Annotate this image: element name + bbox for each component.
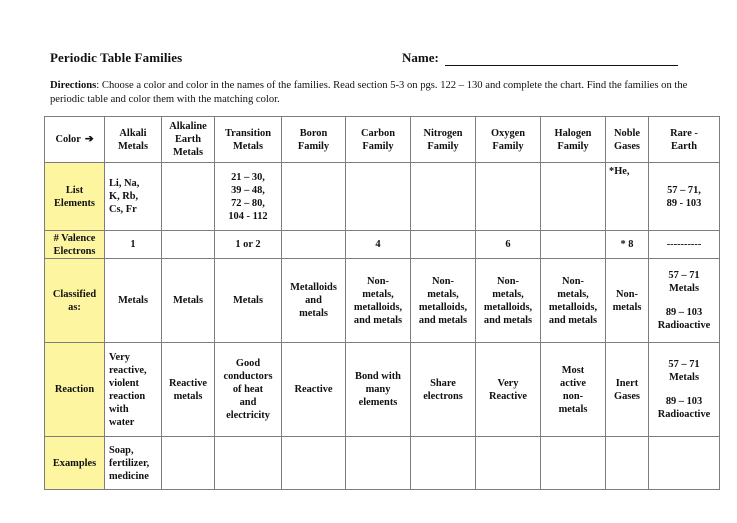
directions: [50, 79, 710, 106]
cell-line: Metals: [232, 295, 263, 306]
table-cell[interactable]: [346, 259, 411, 343]
cell-line: Non-: [367, 275, 389, 287]
cell-line: # Valence: [53, 232, 96, 244]
cell-line: 89 – 103: [665, 396, 703, 407]
cell-line: Li, Na,: [109, 178, 140, 189]
cell-line: Non-: [616, 288, 638, 300]
cell-line: fertilizer,: [109, 457, 150, 469]
table-cell[interactable]: [215, 343, 282, 437]
cell-line: Radioactive: [657, 409, 711, 420]
table-cell[interactable]: 1 or 2: [215, 231, 282, 259]
cell-line: Most: [561, 364, 585, 376]
cell-line: 72 – 80,: [231, 197, 265, 209]
column-header: [411, 117, 476, 163]
cell-line: metals: [558, 403, 588, 415]
cell-line: reactive,: [109, 364, 147, 376]
cell-line: 89 – 103: [665, 307, 703, 318]
table-cell[interactable]: [282, 163, 346, 231]
cell-line: violent: [109, 377, 140, 389]
cell-line: Non-: [562, 275, 584, 287]
cell-line: electricity: [226, 410, 270, 421]
column-header: [282, 117, 346, 163]
right-arrow-icon: ➔: [84, 134, 94, 145]
cell-line: Elements: [54, 197, 95, 209]
cell-line: Metals: [668, 283, 699, 294]
column-header: [215, 117, 282, 163]
cell-line: Family: [362, 140, 394, 152]
cell-line: metals: [299, 308, 328, 319]
table-cell[interactable]: [541, 343, 606, 437]
table-cell[interactable]: [105, 259, 162, 343]
cell-line: Family: [492, 140, 524, 152]
cell-line: reaction: [109, 390, 146, 402]
cell-line: Carbon: [360, 127, 396, 139]
table-cell[interactable]: [105, 437, 162, 490]
classified-row: [45, 259, 720, 343]
cell-line: metals,: [362, 288, 394, 300]
cell-line: Alkaline: [169, 121, 207, 132]
cell-line: Metals: [117, 140, 148, 152]
table-cell[interactable]: [606, 437, 649, 490]
table-cell[interactable]: [162, 259, 215, 343]
cell-line: 57 – 71,: [667, 184, 701, 196]
cell-line: Earth: [175, 134, 201, 145]
table-cell[interactable]: [346, 437, 411, 490]
name-blank-line[interactable]: [445, 51, 678, 66]
table-cell[interactable]: [649, 259, 720, 343]
cell-line: Radioactive: [657, 320, 711, 331]
cell-line: Family: [427, 140, 459, 152]
table-cell[interactable]: [105, 343, 162, 437]
cell-line: Gases: [614, 140, 640, 152]
cell-line: Transition: [225, 127, 271, 139]
column-header: [606, 117, 649, 163]
cell-line: metals,: [492, 288, 524, 300]
table-cell[interactable]: [476, 343, 541, 437]
cell-line: Bond with: [355, 371, 401, 382]
table-cell[interactable]: [411, 163, 476, 231]
cell-line: Reactive: [168, 377, 208, 389]
table-cell[interactable]: [215, 163, 282, 231]
cell-line: Non-: [432, 275, 454, 287]
cell-line: Boron: [299, 127, 328, 139]
table-cell[interactable]: [649, 437, 720, 490]
cell-line: active: [560, 377, 586, 389]
cell-line: conductors: [223, 371, 273, 382]
table-cell[interactable]: 6: [476, 231, 541, 259]
cell-line: Good: [235, 358, 261, 369]
column-header: [105, 117, 162, 163]
cell-line: List: [65, 184, 84, 196]
cell-line: Very: [497, 377, 519, 389]
table-cell[interactable]: [162, 437, 215, 490]
table-cell[interactable]: ----------: [649, 231, 720, 259]
name-label: Name:: [402, 50, 439, 65]
cell-line: Cs, Fr: [109, 204, 137, 215]
cell-line: Reactive: [488, 390, 528, 402]
table-cell[interactable]: [411, 259, 476, 343]
table-cell[interactable]: [215, 259, 282, 343]
table-cell[interactable]: [411, 437, 476, 490]
cell-line: Inert: [615, 377, 639, 389]
cell-line: with: [109, 403, 129, 415]
cell-line: Halogen: [554, 127, 592, 139]
cell-line: elements: [358, 397, 398, 408]
table-cell[interactable]: [476, 163, 541, 231]
cell-line: and metals: [353, 314, 403, 326]
table-cell[interactable]: [215, 437, 282, 490]
table-cell[interactable]: [411, 231, 476, 259]
table-cell[interactable]: [476, 259, 541, 343]
cell-line: Metals: [172, 147, 203, 158]
cell-line: Nitrogen: [423, 127, 463, 139]
valence-row: [45, 231, 720, 259]
table-cell[interactable]: [346, 343, 411, 437]
table-cell[interactable]: [541, 163, 606, 231]
cell-line: Gases: [614, 390, 640, 402]
column-header: [476, 117, 541, 163]
cell-line: Family: [297, 140, 330, 152]
cell-line: and: [239, 397, 257, 408]
cell-line: Reaction: [54, 384, 95, 395]
valence-electrons-label: [45, 231, 105, 259]
cell-line: water: [109, 416, 135, 428]
table-cell[interactable]: [606, 259, 649, 343]
table-cell[interactable]: [346, 163, 411, 231]
reaction-label: [45, 343, 105, 437]
cell-line: Non-: [497, 275, 519, 287]
cell-line: and metals: [548, 314, 598, 326]
cell-line: Share: [430, 377, 456, 389]
cell-line: [651, 295, 717, 306]
table-cell[interactable]: [282, 231, 346, 259]
cell-line: Oxygen: [490, 127, 526, 139]
list-elements-label: [45, 163, 105, 231]
cell-line: metalloids,: [353, 301, 403, 313]
cell-line: metals: [612, 301, 642, 313]
table-cell[interactable]: [282, 343, 346, 437]
table-cell[interactable]: 1: [105, 231, 162, 259]
cell-line: medicine: [109, 470, 149, 482]
table-cell[interactable]: [541, 259, 606, 343]
table-cell[interactable]: [282, 259, 346, 343]
table-cell[interactable]: [476, 437, 541, 490]
cell-line: Alkali: [119, 127, 147, 139]
cell-line: metals,: [557, 288, 589, 300]
cell-line: metalloids,: [483, 301, 533, 313]
classified-as-label: [45, 259, 105, 343]
cell-line: Reactive: [294, 384, 333, 395]
cell-line: Metals: [172, 295, 203, 306]
cell-line: Family: [557, 140, 589, 152]
cell-line: metals,: [427, 288, 459, 300]
cell-line: as:: [68, 301, 81, 313]
cell-line: Examples: [52, 457, 97, 469]
name-field: [402, 50, 678, 66]
cell-line: many: [365, 384, 391, 395]
color-label: Color: [55, 134, 81, 145]
column-header: [346, 117, 411, 163]
table-cell[interactable]: [162, 231, 215, 259]
cell-line: non-: [562, 390, 584, 402]
table-cell[interactable]: [105, 163, 162, 231]
cell-line: metals: [173, 390, 203, 402]
cell-line: 57 – 71: [668, 270, 700, 281]
directions-label: Directions: [50, 80, 97, 91]
cell-line: metalloids,: [548, 301, 598, 313]
cell-line: electrons: [423, 390, 463, 402]
examples-label: [45, 437, 105, 490]
column-header: [162, 117, 215, 163]
reaction-row: [45, 343, 720, 437]
cell-line: Metals: [668, 372, 699, 383]
table-cell[interactable]: [541, 231, 606, 259]
column-header: [541, 117, 606, 163]
cell-line: of heat: [232, 384, 264, 395]
cell-line: and metals: [483, 314, 533, 326]
cell-line: Metals: [117, 295, 148, 306]
table-cell[interactable]: [541, 437, 606, 490]
cell-line: 39 – 48,: [231, 184, 265, 196]
cell-line: Metalloids: [290, 282, 337, 293]
cell-line: metalloids,: [418, 301, 468, 313]
cell-line: and: [305, 295, 322, 306]
cell-line: Electrons: [53, 245, 96, 257]
table-cell[interactable]: [162, 343, 215, 437]
cell-line: Classified: [52, 288, 97, 300]
table-cell[interactable]: [649, 343, 720, 437]
table-cell[interactable]: [649, 163, 720, 231]
header-row: [45, 117, 720, 163]
families-table: [44, 116, 720, 490]
cell-line: 104 - 112: [228, 210, 268, 222]
cell-line: and metals: [418, 314, 468, 326]
cell-line: Noble: [614, 127, 640, 139]
table-cell[interactable]: * 8: [606, 231, 649, 259]
table-cell[interactable]: [162, 163, 215, 231]
cell-line: Rare -: [670, 127, 698, 139]
page-title: Periodic Table Families: [50, 50, 183, 65]
cell-line: *He,: [609, 166, 630, 177]
cell-line: K, Rb,: [109, 191, 139, 202]
cell-line: 89 - 103: [666, 197, 702, 209]
cell-line: 21 – 30,: [231, 171, 265, 183]
cell-line: Earth: [671, 140, 697, 152]
table-cell[interactable]: [411, 343, 476, 437]
cell-line: Soap,: [109, 444, 134, 456]
color-header-cell: [45, 117, 105, 163]
cell-line: 57 – 71: [668, 359, 700, 370]
column-header: [649, 117, 720, 163]
directions-text: : Choose a color and color in the names of the families. Read section 5-3 on pgs. 122 – 130 and complete the chart. Find the families on the periodic table and color them with the matching color.: [50, 80, 688, 105]
cell-line: Metals: [232, 140, 263, 152]
table-cell[interactable]: 4: [346, 231, 411, 259]
cell-line: Very: [109, 351, 130, 363]
table-cell[interactable]: [282, 437, 346, 490]
examples-row: [45, 437, 720, 490]
list-elements-row: [45, 163, 720, 231]
cell-line: [651, 384, 717, 395]
table-cell[interactable]: [606, 163, 649, 231]
table-cell[interactable]: [606, 343, 649, 437]
